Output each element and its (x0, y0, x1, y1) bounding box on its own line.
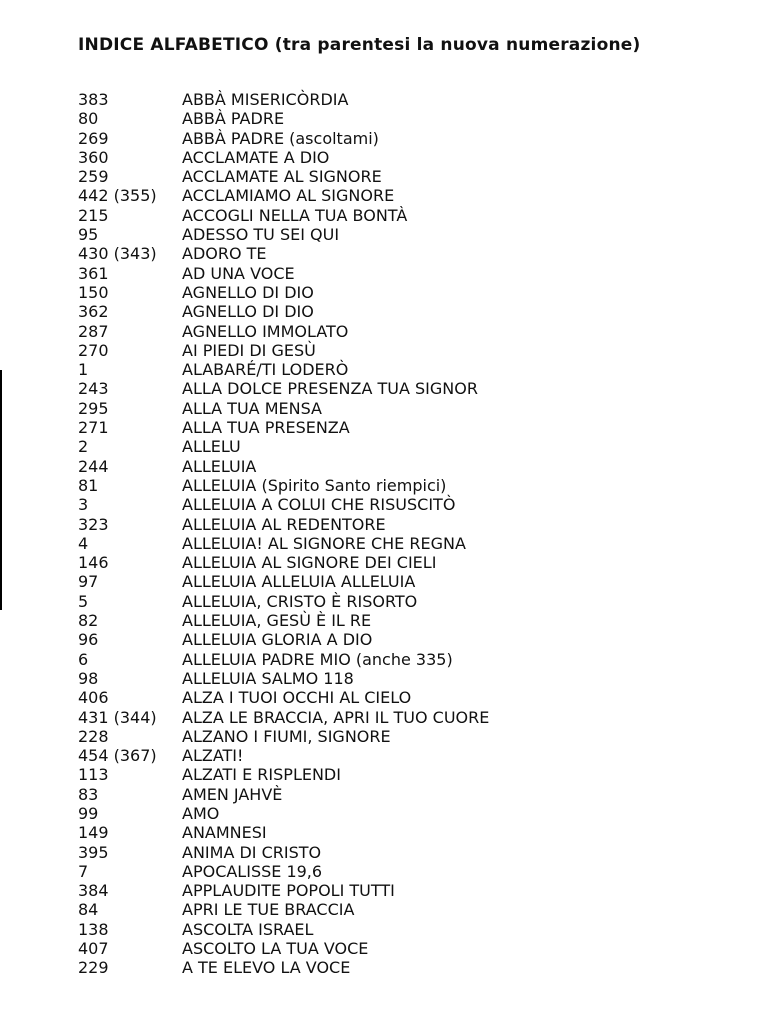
entry-number: 80 (78, 109, 99, 129)
entry-number: 270 (78, 340, 109, 360)
entry-title: ALLELUIA A COLUI CHE RISUSCITÒ (182, 495, 456, 515)
index-entry (78, 437, 678, 456)
entry-title: ALLELUIA GLORIA A DIO (182, 630, 373, 650)
index-entry (78, 650, 678, 669)
entry-title: ALZA I TUOI OCCHI AL CIELO (182, 688, 412, 708)
entry-title: ALLELUIA AL REDENTORE (182, 514, 386, 534)
entry-title: AD UNA VOCE (182, 263, 295, 283)
index-entry (78, 534, 678, 553)
entry-number: 287 (78, 321, 109, 341)
entry-title: ADORO TE (182, 244, 267, 264)
entry-title: ANAMNESI (182, 823, 267, 843)
entry-number: 1 (78, 360, 89, 380)
entry-number: 360 (78, 147, 109, 167)
entry-title: ASCOLTO LA TUA VOCE (182, 939, 369, 959)
entry-number: 395 (78, 842, 109, 862)
entry-number: 81 (78, 475, 99, 495)
index-entry (78, 669, 678, 688)
entry-title: ACCLAMATE A DIO (182, 147, 330, 167)
index-entry (78, 939, 678, 958)
entry-number: 7 (78, 861, 89, 881)
entry-title: ACCOGLI NELLA TUA BONTÀ (182, 205, 408, 225)
entry-number: 98 (78, 668, 99, 688)
entry-title: ALLA TUA MENSA (182, 398, 322, 418)
entry-number: 430 (343) (78, 244, 157, 264)
entry-title: ASCOLTA ISRAEL (182, 919, 314, 939)
index-entry (78, 823, 678, 842)
index-entry (78, 785, 678, 804)
entry-title: ALZATI E RISPLENDI (182, 765, 341, 785)
entry-number: 295 (78, 398, 109, 418)
entry-number: 149 (78, 823, 109, 843)
entry-title: ALZATI! (182, 746, 244, 766)
entry-title: ALLELUIA (182, 456, 257, 476)
index-entry (78, 148, 678, 167)
index-entry (78, 360, 678, 379)
entry-number: 138 (78, 919, 109, 939)
entry-number: 431 (344) (78, 707, 157, 727)
index-entry (78, 167, 678, 186)
entry-title: ALZA LE BRACCIA, APRI IL TUO CUORE (182, 707, 490, 727)
entry-title: ALLELUIA AL SIGNORE DEI CIELI (182, 553, 437, 573)
entry-number: 244 (78, 456, 109, 476)
entry-title: ALLELUIA ALLELUIA ALLELUIA (182, 572, 416, 592)
entry-title: ALLELUIA! AL SIGNORE CHE REGNA (182, 533, 466, 553)
index-entry (78, 129, 678, 148)
index-entry (78, 515, 678, 534)
entry-number: 6 (78, 649, 89, 669)
entry-number: 383 (78, 90, 109, 109)
entry-title: APPLAUDITE POPOLI TUTTI (182, 881, 395, 901)
entry-number: 361 (78, 263, 109, 283)
entry-title: ABBÀ PADRE (182, 109, 285, 129)
entry-title: A TE ELEVO LA VOCE (182, 958, 351, 978)
index-entry (78, 476, 678, 495)
entry-title: AI PIEDI DI GESÙ (182, 340, 316, 360)
entry-number: 83 (78, 784, 99, 804)
entry-title: ALLA TUA PRESENZA (182, 418, 350, 438)
entry-number: 150 (78, 282, 109, 302)
entry-number: 3 (78, 495, 89, 515)
entry-number: 406 (78, 688, 109, 708)
entry-number: 82 (78, 611, 99, 631)
index-entry (78, 399, 678, 418)
entry-number: 384 (78, 881, 109, 901)
index-entry (78, 843, 678, 862)
entry-title: ADESSO TU SEI QUI (182, 225, 340, 245)
index-entry (78, 90, 678, 109)
index-entry (78, 727, 678, 746)
index-entry (78, 611, 678, 630)
index-entry (78, 765, 678, 784)
entry-title: ALLELUIA PADRE MIO (anche 335) (182, 649, 453, 669)
page-edge-mark (0, 370, 2, 610)
index-entry (78, 186, 678, 205)
entry-title: ALLELUIA, GESÙ È IL RE (182, 611, 372, 631)
index-list (78, 90, 678, 978)
entry-title: AGNELLO DI DIO (182, 302, 314, 322)
index-entry (78, 244, 678, 263)
entry-number: 96 (78, 630, 99, 650)
entry-number: 99 (78, 803, 99, 823)
index-entry (78, 900, 678, 919)
index-entry (78, 572, 678, 591)
entry-title: ALLELUIA SALMO 118 (182, 668, 354, 688)
entry-title: ALLA DOLCE PRESENZA TUA SIGNOR (182, 379, 478, 399)
entry-number: 5 (78, 591, 89, 611)
index-entry (78, 264, 678, 283)
index-entry (78, 746, 678, 765)
entry-number: 228 (78, 726, 109, 746)
entry-number: 113 (78, 765, 109, 785)
index-entry (78, 341, 678, 360)
entry-number: 243 (78, 379, 109, 399)
entry-number: 271 (78, 418, 109, 438)
entry-title: ALLELUIA, CRISTO È RISORTO (182, 591, 418, 611)
entry-number: 454 (367) (78, 746, 157, 766)
entry-number: 84 (78, 900, 99, 920)
index-entry (78, 302, 678, 321)
index-entry (78, 553, 678, 572)
entry-number: 442 (355) (78, 186, 157, 206)
entry-number: 407 (78, 939, 109, 959)
index-entry (78, 920, 678, 939)
entry-title: AGNELLO DI DIO (182, 282, 314, 302)
index-entry (78, 418, 678, 437)
entry-number: 362 (78, 302, 109, 322)
entry-number: 2 (78, 437, 89, 457)
entry-title: ALLELU (182, 437, 241, 457)
entry-number: 323 (78, 514, 109, 534)
index-entry (78, 225, 678, 244)
index-entry (78, 206, 678, 225)
entry-number: 146 (78, 553, 109, 573)
index-entry (78, 881, 678, 900)
entry-title: APRI LE TUE BRACCIA (182, 900, 355, 920)
entry-number: 95 (78, 225, 99, 245)
entry-number: 215 (78, 205, 109, 225)
entry-title: AGNELLO IMMOLATO (182, 321, 349, 341)
index-entry (78, 283, 678, 302)
index-entry (78, 958, 678, 977)
page-title: INDICE ALFABETICO (tra parentesi la nuova numerazione) (78, 35, 641, 55)
entry-title: ALZANO I FIUMI, SIGNORE (182, 726, 391, 746)
index-entry (78, 592, 678, 611)
entry-title: ANIMA DI CRISTO (182, 842, 322, 862)
entry-title: AMEN JAHVÈ (182, 784, 283, 804)
index-entry (78, 804, 678, 823)
index-entry (78, 862, 678, 881)
entry-title: ABBÀ PADRE (ascoltami) (182, 128, 379, 148)
index-entry (78, 708, 678, 727)
entry-title: ALABARÉ/TI LODERÒ (182, 360, 349, 380)
index-entry (78, 379, 678, 398)
index-entry (78, 457, 678, 476)
entry-number: 269 (78, 128, 109, 148)
entry-number: 259 (78, 167, 109, 187)
entry-number: 229 (78, 958, 109, 978)
entry-title: APOCALISSE 19,6 (182, 861, 323, 881)
index-entry (78, 688, 678, 707)
index-entry (78, 322, 678, 341)
index-entry (78, 630, 678, 649)
index-entry (78, 109, 678, 128)
entry-title: AMO (182, 803, 220, 823)
index-entry (78, 495, 678, 514)
entry-number: 97 (78, 572, 99, 592)
entry-title: ACCLAMIAMO AL SIGNORE (182, 186, 395, 206)
entry-number: 4 (78, 533, 89, 553)
entry-title: ALLELUIA (Spirito Santo riempici) (182, 475, 447, 495)
entry-title: ACCLAMATE AL SIGNORE (182, 167, 382, 187)
entry-title: ABBÀ MISERICÒRDIA (182, 90, 349, 109)
